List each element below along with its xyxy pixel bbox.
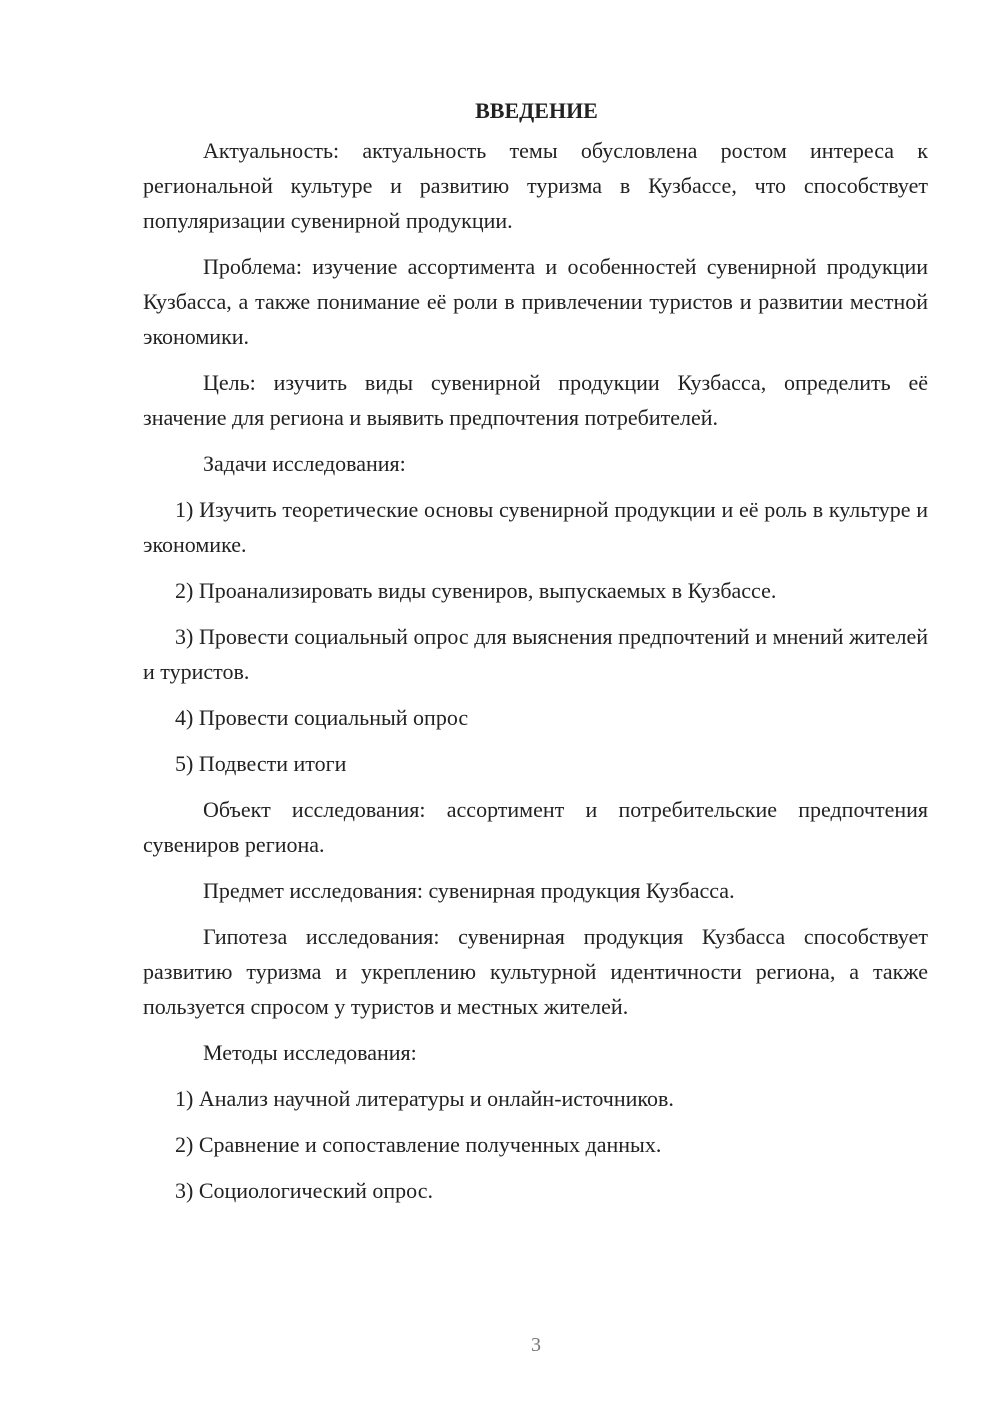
methods-title: Методы исследования: <box>203 1040 417 1065</box>
relevance-paragraph: Актуальность: актуальность темы обусловлена ростом интереса к региональной культуре и развитию туризма в Кузбассе, что способствует популяризации сувенирной продукции. <box>143 138 928 233</box>
hypothesis-paragraph: Гипотеза исследования: сувенирная продукция Кузбасса способствует развитию туризма и укреплению культурной идентичности региона, а также пользуется спросом у туристов и местных жителей. <box>143 924 928 1019</box>
task-item: 2) Проанализировать виды сувениров, выпускаемых в Кузбассе. <box>175 578 777 603</box>
object-paragraph: Объект исследования: ассортимент и потребительские предпочтения сувениров региона. <box>143 797 928 857</box>
task-item: 5) Подвести итоги <box>175 751 347 776</box>
method-item: 2) Сравнение и сопоставление полученных данных. <box>175 1132 662 1157</box>
task-item: 4) Провести социальный опрос <box>175 705 469 730</box>
section-heading: ВВЕДЕНИЕ <box>475 98 598 123</box>
page-content <box>143 96 928 1219</box>
method-item: 3) Социологический опрос. <box>175 1178 433 1203</box>
task-item: 1) Изучить теоретические основы сувенирной продукции и её роль в культуре и экономике. <box>143 497 928 557</box>
task-item: 3) Провести социальный опрос для выяснения предпочтений и мнений жителей и туристов. <box>143 624 928 684</box>
tasks-title: Задачи исследования: <box>203 451 406 476</box>
problem-paragraph: Проблема: изучение ассортимента и особенностей сувенирной продукции Кузбасса, а также понимание её роли в привлечении туристов и развитии местной экономики. <box>143 254 928 349</box>
method-item: 1) Анализ научной литературы и онлайн-источников. <box>175 1086 674 1111</box>
subject-paragraph: Предмет исследования: сувенирная продукция Кузбасса. <box>203 878 735 903</box>
goal-paragraph: Цель: изучить виды сувенирной продукции Кузбасса, определить её значение для региона и выявить предпочтения потребителей. <box>143 370 928 430</box>
page-number: 3 <box>531 1334 541 1356</box>
